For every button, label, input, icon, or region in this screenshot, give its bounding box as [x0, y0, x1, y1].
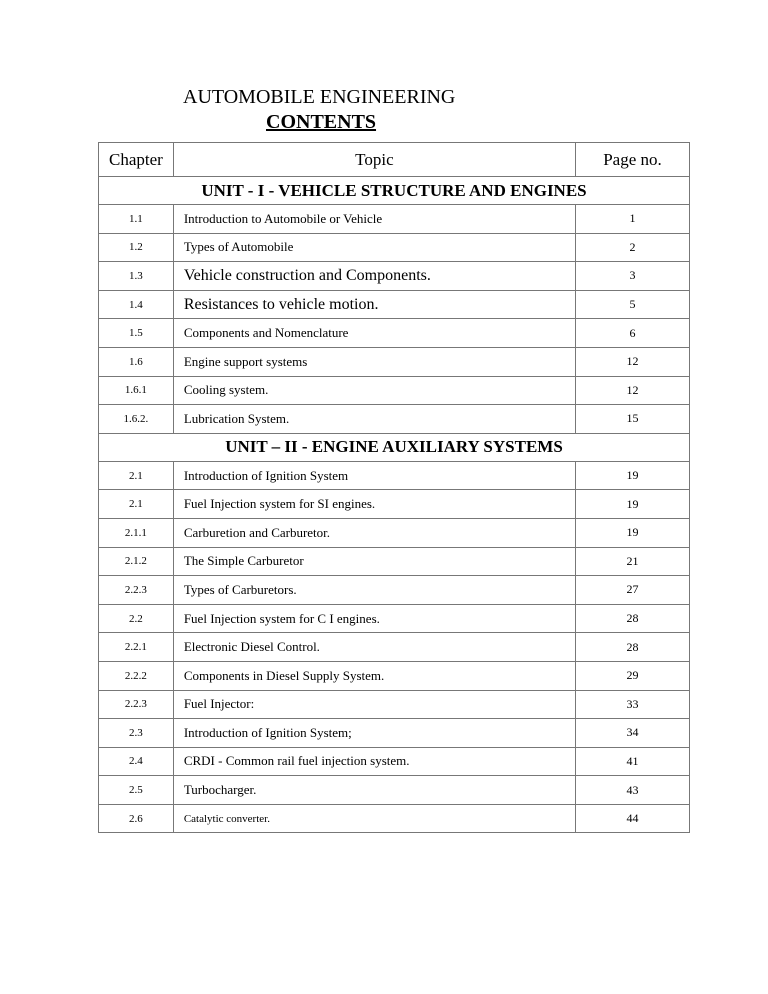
topic-title: Engine support systems — [173, 347, 575, 376]
topic-title: Components and Nomenclature — [173, 319, 575, 348]
document-title: AUTOMOBILE ENGINEERING — [183, 86, 456, 108]
chapter-number: 2.5 — [99, 776, 174, 805]
page-number: 29 — [576, 661, 690, 690]
table-row — [99, 205, 690, 234]
topic-title: Resistances to vehicle motion. — [173, 290, 575, 319]
topic-title: Turbocharger. — [173, 776, 575, 805]
page-number: 5 — [576, 290, 690, 319]
chapter-number: 2.2.3 — [99, 690, 174, 719]
unit-heading-row — [99, 433, 690, 461]
topic-title: Introduction of Ignition System — [173, 461, 575, 490]
page-number: 15 — [576, 405, 690, 434]
table-row — [99, 518, 690, 547]
table-row — [99, 719, 690, 748]
page-number: 19 — [576, 490, 690, 519]
page-number: 28 — [576, 633, 690, 662]
table-row — [99, 690, 690, 719]
chapter-number: 1.1 — [99, 205, 174, 234]
header-topic: Topic — [173, 143, 575, 177]
table-row — [99, 604, 690, 633]
topic-title: Types of Carburetors. — [173, 576, 575, 605]
page-number: 12 — [576, 376, 690, 405]
topic-title: Types of Automobile — [173, 233, 575, 262]
table-row — [99, 347, 690, 376]
chapter-number: 2.1 — [99, 490, 174, 519]
topic-title: Fuel Injection system for SI engines. — [173, 490, 575, 519]
chapter-number: 2.2 — [99, 604, 174, 633]
header-chapter: Chapter — [99, 143, 174, 177]
page-number: 44 — [576, 804, 690, 833]
table-row — [99, 576, 690, 605]
table-row — [99, 776, 690, 805]
page-number: 34 — [576, 719, 690, 748]
topic-title: Introduction of Ignition System; — [173, 719, 575, 748]
contents-heading: CONTENTS — [266, 111, 377, 133]
table-row — [99, 233, 690, 262]
table-row — [99, 461, 690, 490]
chapter-number: 2.3 — [99, 719, 174, 748]
topic-title: Vehicle construction and Components. — [173, 262, 575, 291]
page-number: 3 — [576, 262, 690, 291]
page-number: 28 — [576, 604, 690, 633]
table-header — [99, 143, 690, 177]
page-number: 12 — [576, 347, 690, 376]
topic-title: Electronic Diesel Control. — [173, 633, 575, 662]
chapter-number: 1.6.2. — [99, 405, 174, 434]
chapter-number: 1.5 — [99, 319, 174, 348]
table-row — [99, 547, 690, 576]
table-row — [99, 405, 690, 434]
chapter-number: 2.2.2 — [99, 661, 174, 690]
chapter-number: 2.1.2 — [99, 547, 174, 576]
topic-title: Components in Diesel Supply System. — [173, 661, 575, 690]
table-row — [99, 747, 690, 776]
table-row — [99, 262, 690, 291]
chapter-number: 1.2 — [99, 233, 174, 262]
topic-title: Fuel Injection system for C I engines. — [173, 604, 575, 633]
page-number: 6 — [576, 319, 690, 348]
chapter-number: 1.3 — [99, 262, 174, 291]
page-number: 19 — [576, 461, 690, 490]
chapter-number: 2.1.1 — [99, 518, 174, 547]
chapter-number: 2.2.1 — [99, 633, 174, 662]
table-row — [99, 661, 690, 690]
topic-title: Introduction to Automobile or Vehicle — [173, 205, 575, 234]
chapter-number: 1.6.1 — [99, 376, 174, 405]
topic-title: The Simple Carburetor — [173, 547, 575, 576]
header-page: Page no. — [576, 143, 690, 177]
table-row — [99, 319, 690, 348]
chapter-number: 1.4 — [99, 290, 174, 319]
unit-title: UNIT – II - ENGINE AUXILIARY SYSTEMS — [99, 433, 690, 461]
topic-title: CRDI - Common rail fuel injection system. — [173, 747, 575, 776]
topic-title: Cooling system. — [173, 376, 575, 405]
unit-heading-row — [99, 177, 690, 205]
table-row — [99, 290, 690, 319]
page-number: 2 — [576, 233, 690, 262]
table-row — [99, 804, 690, 833]
contents-table — [98, 142, 690, 833]
page-number: 43 — [576, 776, 690, 805]
table-row — [99, 490, 690, 519]
page-number: 1 — [576, 205, 690, 234]
unit-title: UNIT - I - VEHICLE STRUCTURE AND ENGINES — [99, 177, 690, 205]
page-number: 19 — [576, 518, 690, 547]
chapter-number: 1.6 — [99, 347, 174, 376]
table-row — [99, 633, 690, 662]
page-number: 33 — [576, 690, 690, 719]
chapter-number: 2.2.3 — [99, 576, 174, 605]
topic-title: Fuel Injector: — [173, 690, 575, 719]
chapter-number: 2.1 — [99, 461, 174, 490]
chapter-number: 2.6 — [99, 804, 174, 833]
table-row — [99, 376, 690, 405]
page-number: 21 — [576, 547, 690, 576]
topic-title: Catalytic converter. — [173, 804, 575, 833]
page-number: 41 — [576, 747, 690, 776]
topic-title: Lubrication System. — [173, 405, 575, 434]
topic-title: Carburetion and Carburetor. — [173, 518, 575, 547]
chapter-number: 2.4 — [99, 747, 174, 776]
page-number: 27 — [576, 576, 690, 605]
